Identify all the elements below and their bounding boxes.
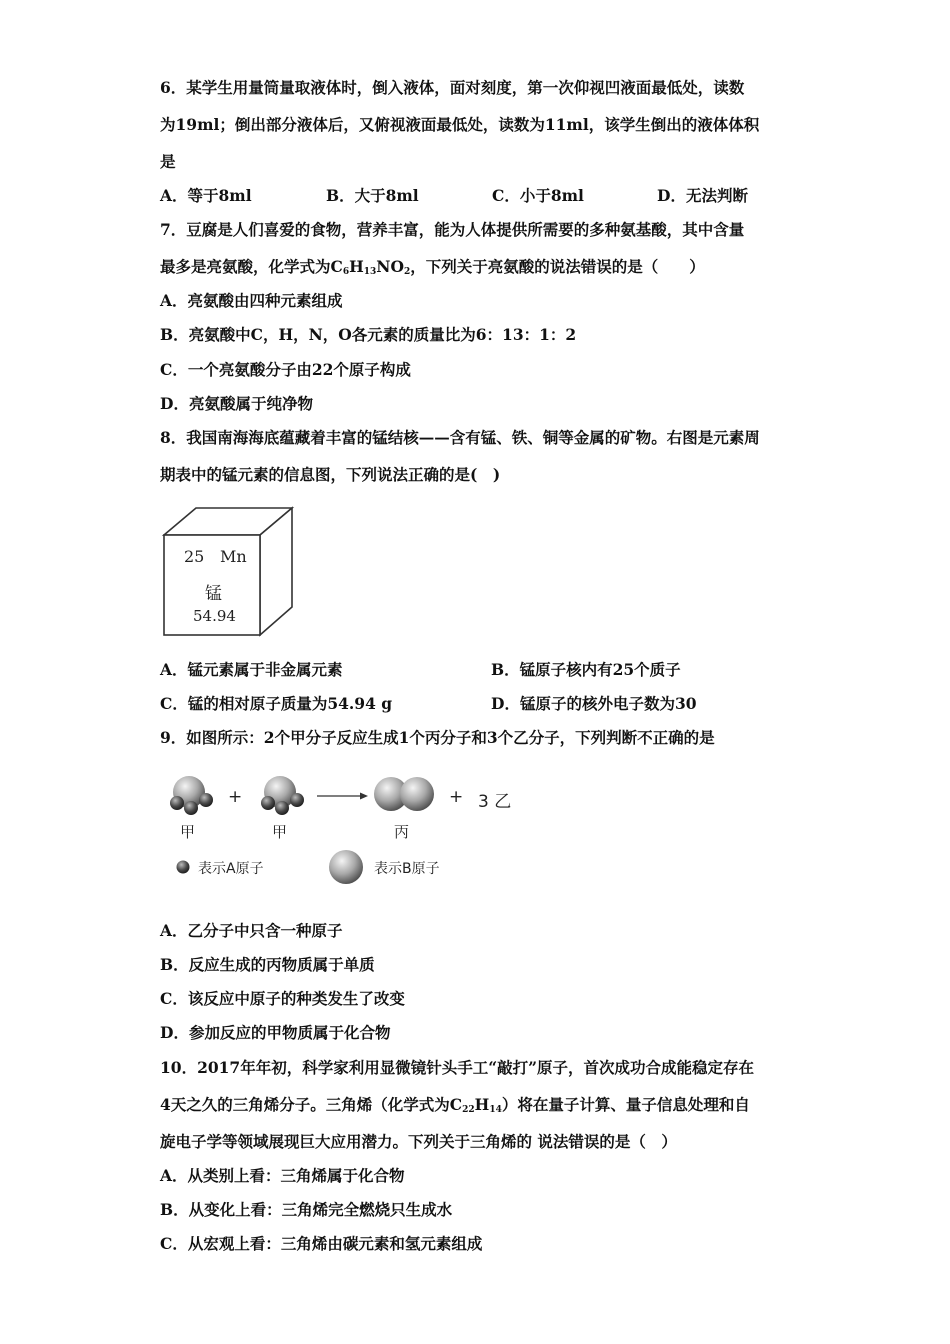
q6-stem-line3: 是: [160, 152, 176, 171]
molecule-bing: [374, 777, 434, 811]
q6-option-c: C．小于8ml: [492, 186, 584, 205]
reaction-arrow-icon: [317, 793, 368, 800]
legend-a-text: 表示A原子: [198, 861, 264, 877]
legend-b-text: 表示B原子: [374, 861, 440, 877]
q10-option-c: C．从宏观上看：三角烯由碳元素和氢元素组成: [160, 1234, 483, 1253]
q6-stem-line2: 为19ml；倒出部分液体后，又俯视液面最低处，读数为11ml，该学生倒出的液体体积: [160, 115, 760, 134]
q9-option-d: D．参加反应的甲物质属于化合物: [160, 1023, 391, 1042]
plus-sign-1: +: [228, 787, 243, 807]
molecule-jia-2: [261, 776, 304, 815]
product-yi-count: 3 乙: [478, 792, 512, 812]
q7-stem-line2: 最多是亮氨酸，化学式为$C_6H_{13}NO_2$，下列关于亮氨酸的说法错误的是（ ）: [160, 257, 705, 277]
q10-stem-line3: 旋电子学等领域展现巨大应用潜力。下列关于三角烯的 说法错误的是（ ）: [160, 1132, 677, 1151]
q8-option-c: C．锰的相对原子质量为54.94 g: [160, 694, 393, 713]
q10-option-b: B．从变化上看：三角烯完全燃烧只生成水: [160, 1200, 453, 1219]
q9-option-a: A．乙分子中只含一种原子: [160, 921, 343, 940]
q7-option-c: C．一个亮氨酸分子由22个原子构成: [160, 360, 411, 379]
q7-option-b: B．亮氨酸中C，H，N，O各元素的质量比为6：13：1：2: [160, 325, 577, 344]
label-jia-1: 甲: [180, 823, 196, 841]
q7-option-a: A．亮氨酸由四种元素组成: [160, 291, 343, 310]
q6-option-a: A．等于8ml: [160, 186, 252, 205]
q10-option-a: A．从类别上看：三角烯属于化合物: [160, 1166, 405, 1185]
q10-stem-line1: 10．2017年年初，科学家利用显微镜针头手工“敲打”原子，首次成功合成能稳定存在: [160, 1058, 755, 1077]
element-atomic-number: 25: [184, 547, 205, 566]
q6-stem-line1: 6．某学生用量筒量取液体时，倒入液体，面对刻度，第一次仰视凹液面最低处，读数: [160, 78, 745, 97]
reaction-diagram: [160, 765, 540, 890]
label-bing: 丙: [394, 823, 410, 841]
element-atomic-mass: 54.94: [193, 607, 236, 625]
q7-option-d: D．亮氨酸属于纯净物: [160, 394, 313, 413]
label-jia-2: 甲: [272, 823, 288, 841]
q10-stem-line2: 4天之久的三角烯分子。三角烯（化学式为$C_{22}H_{14}$）将在量子计算、量子信息处理和自: [160, 1095, 750, 1115]
q8-stem-line2: 期表中的锰元素的信息图，下列说法正确的是( ): [160, 465, 501, 484]
plus-sign-2: +: [449, 787, 464, 807]
q7-stem-line1: 7．豆腐是人们喜爱的食物，营养丰富，能为人体提供所需要的多种氨基酸，其中含量: [160, 220, 745, 239]
q9-stem-line1: 9．如图所示：2个甲分子反应生成1个丙分子和3个乙分子，下列判断不正确的是: [160, 728, 715, 747]
q8-option-a: A．锰元素属于非金属元素: [160, 660, 343, 679]
q8-stem-line1: 8．我国南海海底蕴藏着丰富的锰结核——含有锰、铁、铜等金属的矿物。右图是元素周: [160, 428, 760, 447]
q6-option-b: B．大于8ml: [326, 186, 419, 205]
legend-a-atom-icon: [177, 861, 190, 874]
molecule-jia-1: [170, 776, 213, 815]
element-symbol: Mn: [220, 547, 247, 566]
q8-option-d: D．锰原子的核外电子数为30: [491, 694, 697, 713]
legend-b-atom-icon: [329, 850, 363, 884]
element-tile-figure: [160, 505, 300, 640]
q9-option-c: C．该反应中原子的种类发生了改变: [160, 989, 405, 1008]
q6-option-d: D．无法判断: [657, 186, 748, 205]
q8-option-b: B．锰原子核内有25个质子: [491, 660, 681, 679]
element-name: 锰: [205, 584, 222, 604]
q9-option-b: B．反应生成的丙物质属于单质: [160, 955, 375, 974]
